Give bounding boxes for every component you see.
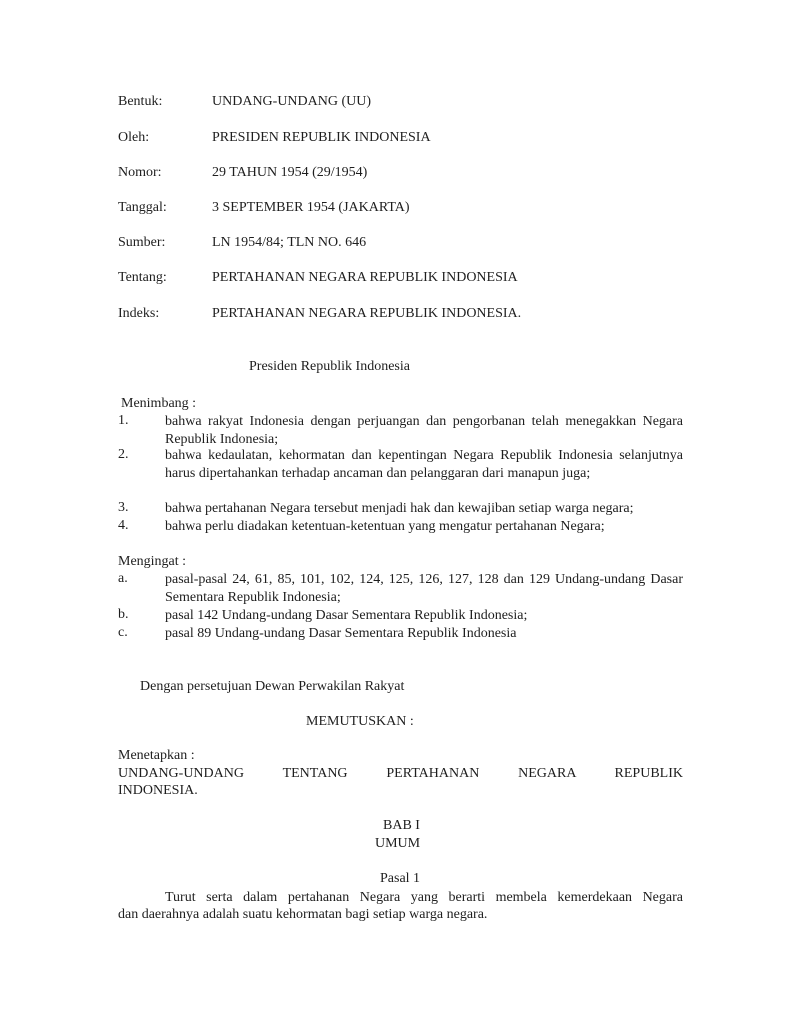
mengingat-item-text: pasal-pasal 24, 61, 85, 101, 102, 124, 125, 126, 127, 128 dan 129 Undang-undang Dasar Sementara Republik Indonesia; [165,572,683,605]
meta-label-sumber: Sumber: [118,235,166,250]
article-title: Pasal 1 [380,871,421,886]
meta-label-nomor: Nomor: [118,165,162,180]
president-heading: Presiden Republik Indonesia [249,359,410,374]
meta-value-sumber: LN 1954/84; TLN NO. 646 [212,235,367,250]
mengingat-item-letter: c. [118,625,128,640]
menimbang-item-text: bahwa kedaulatan, kehormatan dan kepentingan Negara Republik Indonesia selanjutnya harus dipertahankan terhadap ancaman dan pelanggaran dari manapun juga; [165,448,683,481]
meta-value-bentuk: UNDANG-UNDANG (UU) [212,94,372,109]
meta-value-oleh: PRESIDEN REPUBLIK INDONESIA [212,130,431,145]
menimbang-item-number: 3. [118,500,129,515]
menimbang-item-text: bahwa rakyat Indonesia dengan perjuangan dan pengorbanan telah menegakkan Negara Republik Indonesia; [165,414,683,447]
menimbang-item-number: 1. [118,413,129,428]
mengingat-item-text: pasal 142 Undang-undang Dasar Sementara Republik Indonesia; [165,608,528,623]
mengingat-item-letter: a. [118,571,128,586]
menimbang-item-text: bahwa perlu diadakan ketentuan-ketentuan yang mengatur pertahanan Negara; [165,519,605,534]
meta-label-indeks: Indeks: [118,306,160,321]
persetujuan-text: Dengan persetujuan Dewan Perwakilan Rakyat [140,679,405,694]
meta-value-tentang: PERTAHANAN NEGARA REPUBLIK INDONESIA [212,270,518,285]
article-text-line: Turut serta dalam pertahanan Negara yang berarti membela kemerdekaan Negara [165,890,683,905]
meta-label-bentuk: Bentuk: [118,94,163,109]
chapter-subtitle: UMUM [375,836,421,851]
meta-value-tanggal: 3 SEPTEMBER 1954 (JAKARTA) [212,200,410,215]
meta-value-nomor: 29 TAHUN 1954 (29/1954) [212,165,368,180]
menimbang-item-text: bahwa pertahanan Negara tersebut menjadi hak dan kewajiban setiap warga negara; [165,501,634,516]
menetapkan-title-line: UNDANG-UNDANG TENTANG PERTAHANAN NEGARA REPUBLIK [118,766,683,781]
meta-label-tentang: Tentang: [118,270,167,285]
chapter-title: BAB I [383,818,420,833]
mengingat-heading: Mengingat : [118,554,187,569]
mengingat-item-text: pasal 89 Undang-undang Dasar Sementara Republik Indonesia [165,626,517,641]
menetapkan-title-line: INDONESIA. [118,783,198,798]
article-text-line: dan daerahnya adalah suatu kehormatan bagi setiap warga negara. [118,907,488,922]
menimbang-item-number: 2. [118,447,129,462]
mengingat-item-letter: b. [118,607,129,622]
menimbang-item-number: 4. [118,518,129,533]
menetapkan-heading: Menetapkan : [118,748,195,763]
meta-value-indeks: PERTAHANAN NEGARA REPUBLIK INDONESIA. [212,306,522,321]
memutuskan-heading: MEMUTUSKAN : [306,714,414,729]
meta-label-tanggal: Tanggal: [118,200,167,215]
menimbang-heading: Menimbang : [121,396,197,411]
meta-label-oleh: Oleh: [118,130,150,145]
